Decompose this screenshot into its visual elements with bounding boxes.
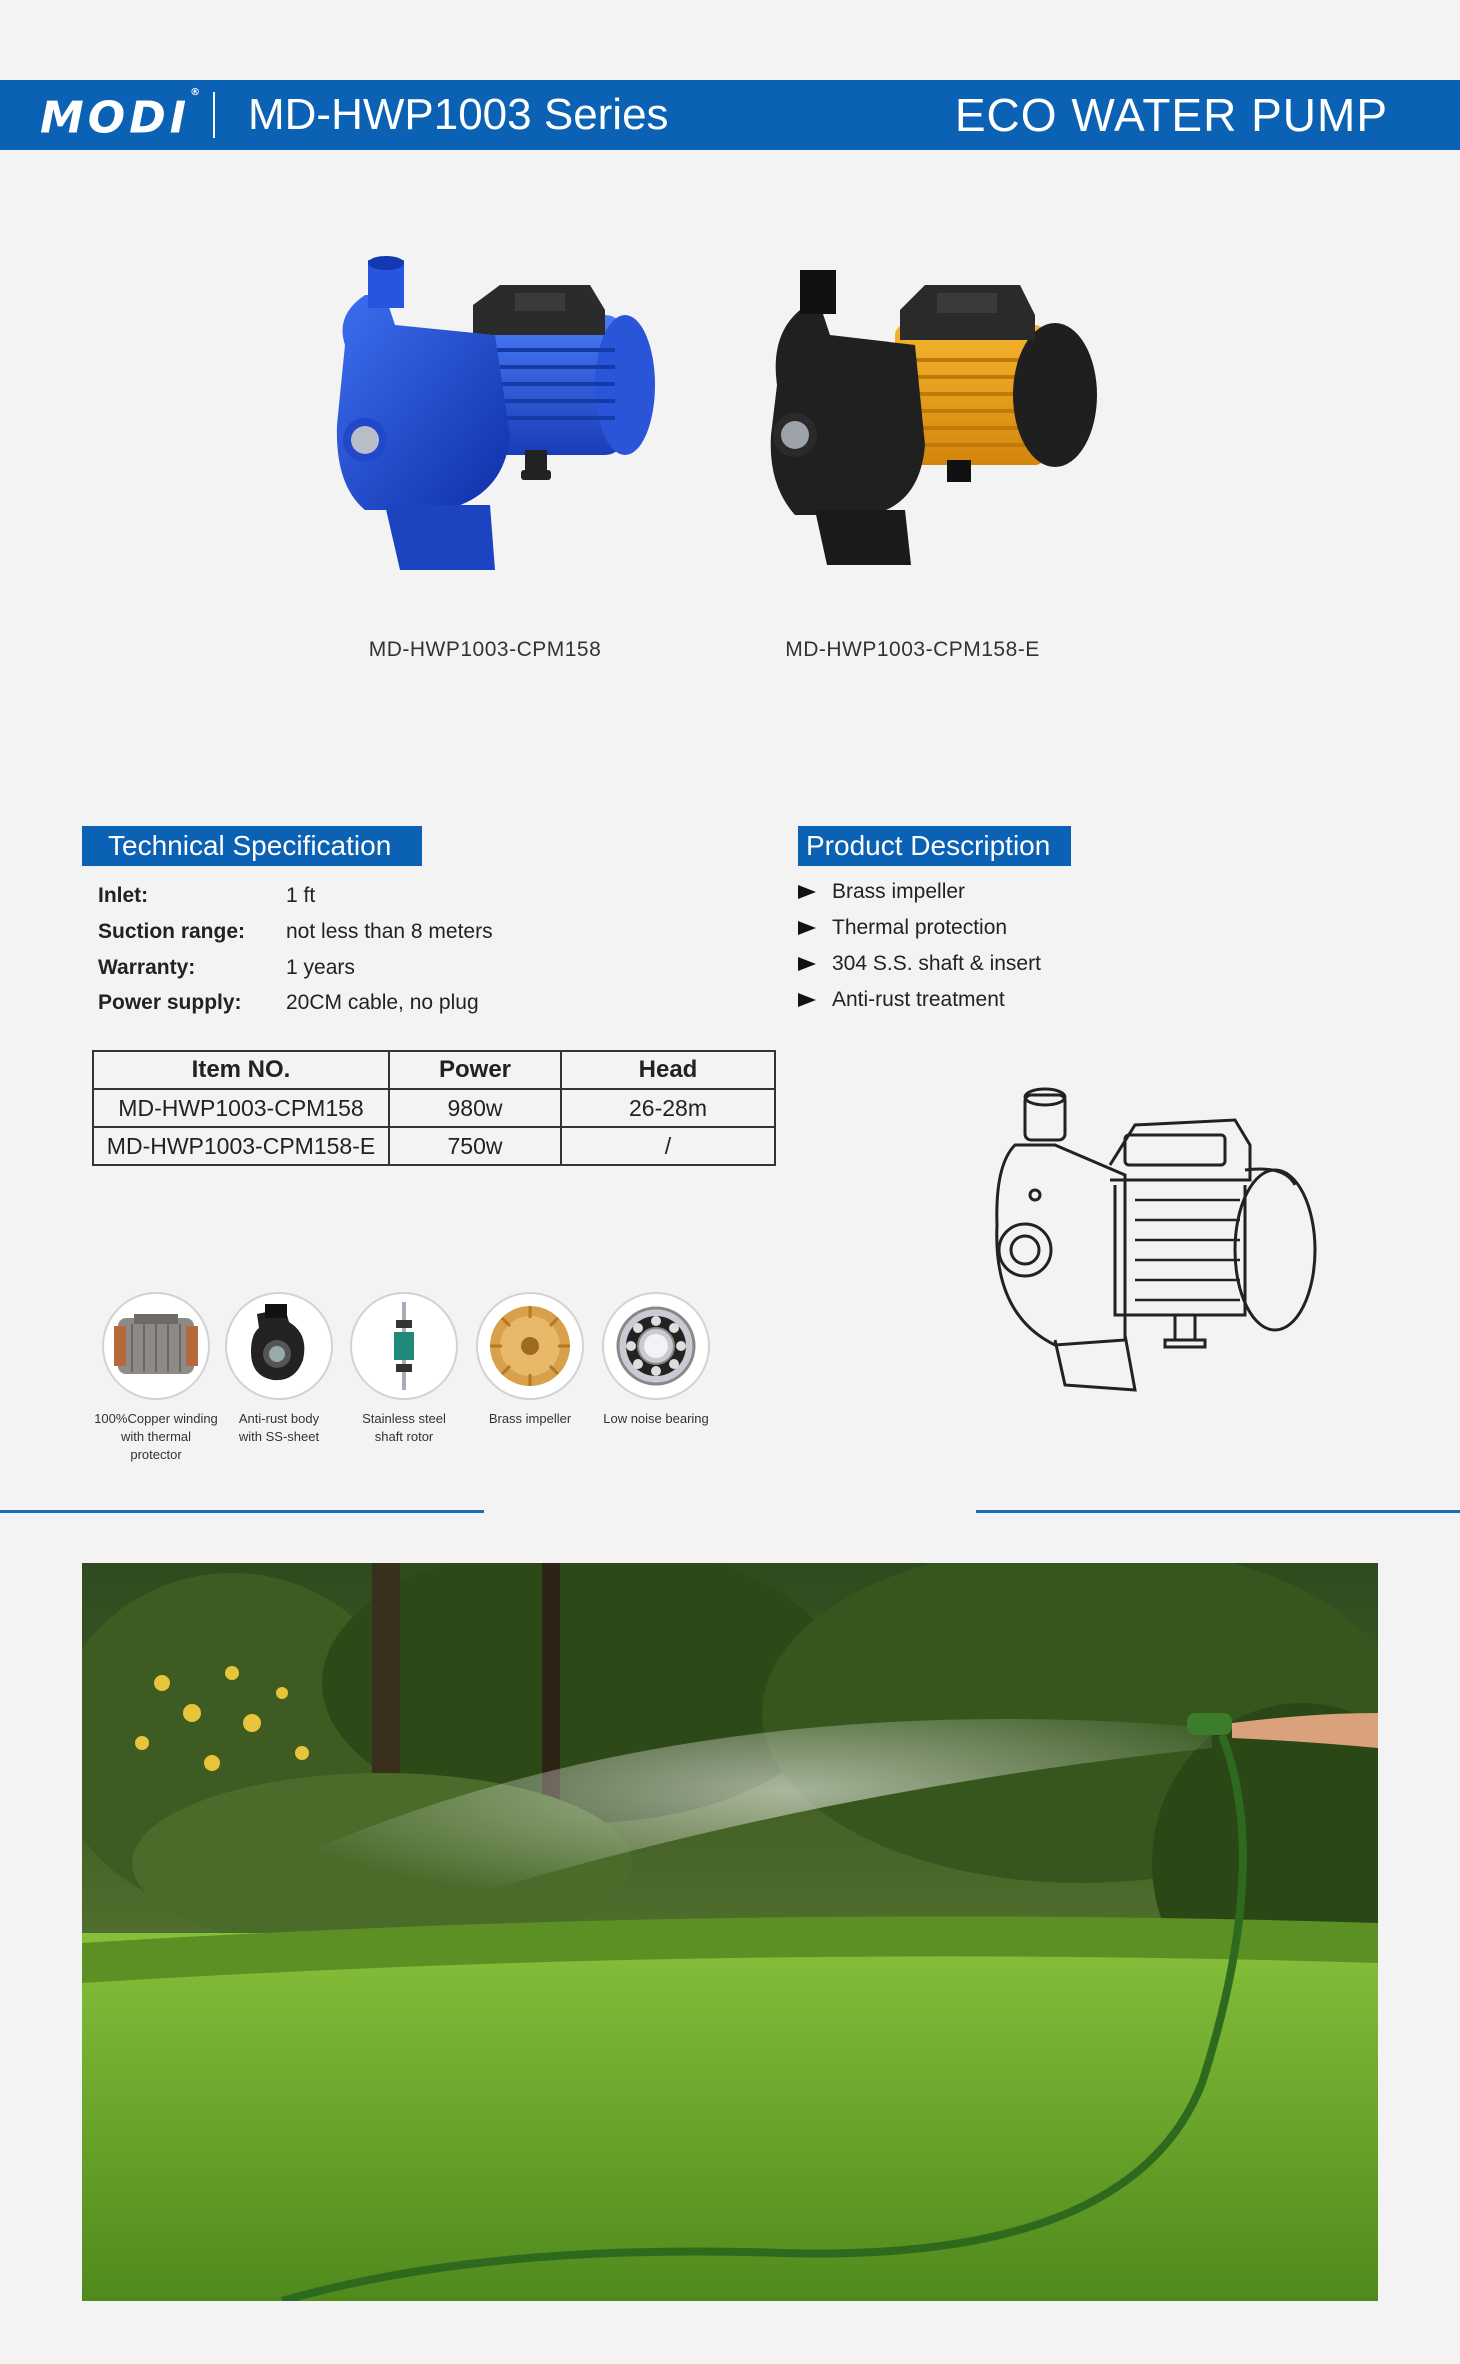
- divider-line-right: [976, 1510, 1460, 1513]
- spec-value: not less than 8 meters: [286, 920, 493, 943]
- feature-copper-winding: [94, 1292, 218, 1464]
- blue-pump-image: [325, 255, 655, 575]
- product-caption-1: MD-HWP1003-CPM158: [368, 638, 602, 661]
- spec-value: 1 ft: [286, 884, 316, 907]
- bearing-icon: [602, 1292, 710, 1400]
- description-item: 304 S.S. shaft & insert: [798, 946, 1041, 982]
- model-table: [92, 1050, 776, 1166]
- spec-label: Warranty:: [98, 956, 196, 979]
- bullet-icon: [798, 921, 816, 935]
- description-item: Brass impeller: [798, 874, 1041, 910]
- shaft-rotor-icon: [350, 1292, 458, 1400]
- column-header: Power: [389, 1051, 561, 1089]
- feature-label: Brass impeller: [488, 1411, 572, 1426]
- table-header-row: [93, 1051, 775, 1089]
- table-cell: MD-HWP1003-CPM158-E: [93, 1127, 389, 1165]
- brand-logo: MODI®: [40, 87, 201, 144]
- pump-line-drawing: [985, 1085, 1330, 1395]
- description-item: Anti-rust treatment: [798, 982, 1041, 1018]
- spec-value: 20CM cable, no plug: [286, 991, 479, 1014]
- table-row: [93, 1089, 775, 1127]
- spec-value: 1 years: [286, 956, 355, 979]
- spec-label: Inlet:: [98, 884, 149, 907]
- header-bar: [0, 80, 1460, 150]
- table-cell: 26-28m: [561, 1089, 775, 1127]
- description-item: Thermal protection: [798, 910, 1041, 946]
- feature-anti-rust-body: [217, 1292, 341, 1446]
- feature-low-noise-bearing: [594, 1292, 718, 1428]
- table-cell: 750w: [389, 1127, 561, 1165]
- technical-spec-heading: Technical Specification: [82, 826, 422, 866]
- feature-brass-impeller: [468, 1292, 592, 1428]
- divider-line-left: [0, 1510, 484, 1513]
- spec-label: Power supply:: [98, 991, 242, 1014]
- product-caption-2: MD-HWP1003-CPM158-E: [785, 638, 1040, 661]
- impeller-icon: [476, 1292, 584, 1400]
- product-category: ECO WATER PUMP: [954, 89, 1388, 141]
- table-cell: 980w: [389, 1089, 561, 1127]
- orange-pump-image: [765, 265, 1105, 575]
- table-cell: /: [561, 1127, 775, 1165]
- product-description-list: [798, 874, 1041, 1018]
- product-description-heading: Product Description: [798, 826, 1071, 866]
- garden-watering-photo: [82, 1563, 1378, 2301]
- feature-label: Stainless steel shaft rotor: [362, 1411, 446, 1444]
- bullet-icon: [798, 957, 816, 971]
- series-title: MD-HWP1003 Series: [248, 90, 669, 139]
- feature-label: 100%Copper winding with thermal protector: [94, 1411, 218, 1462]
- column-header: Head: [561, 1051, 775, 1089]
- header-divider: [213, 92, 215, 138]
- column-header: Item NO.: [93, 1051, 389, 1089]
- bullet-icon: [798, 885, 816, 899]
- table-row: [93, 1127, 775, 1165]
- spec-label: Suction range:: [98, 920, 246, 943]
- feature-shaft-rotor: [342, 1292, 466, 1446]
- table-cell: MD-HWP1003-CPM158: [93, 1089, 389, 1127]
- feature-label: Low noise bearing: [603, 1411, 709, 1426]
- pump-body-icon: [225, 1292, 333, 1400]
- copper-winding-icon: [102, 1292, 210, 1400]
- feature-label: Anti-rust body with SS-sheet: [238, 1411, 320, 1444]
- bullet-icon: [798, 993, 816, 1007]
